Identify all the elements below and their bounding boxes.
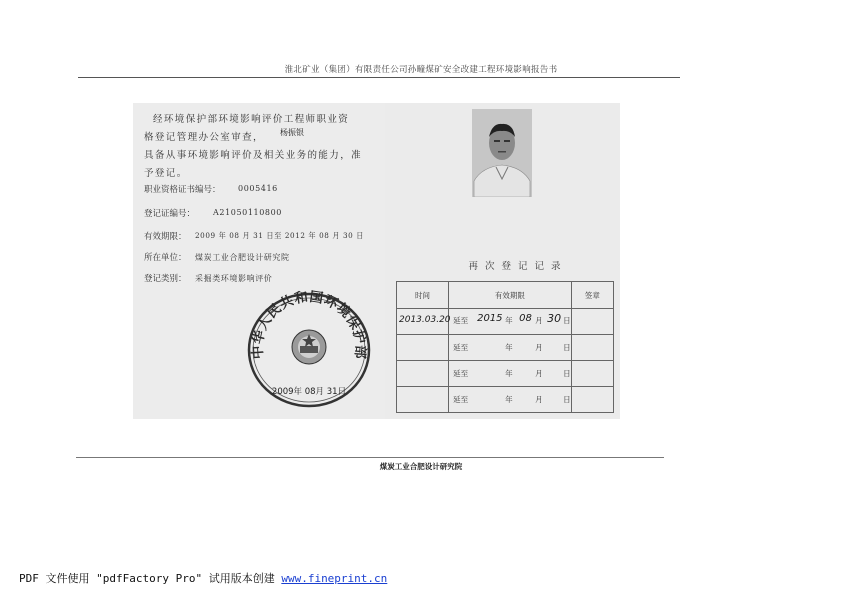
extend-to-label: 延至	[453, 316, 469, 325]
row-time	[397, 387, 449, 413]
person-photo-icon	[472, 109, 532, 197]
registration-number-label: 登记证编号：	[144, 209, 196, 219]
year-label: 年	[505, 316, 513, 325]
table-row	[397, 361, 614, 387]
pdf-notice-text: PDF 文件使用 "pdfFactory Pro" 试用版本创建	[19, 572, 282, 585]
row-validity	[449, 361, 572, 387]
column-header-signature: 签章	[571, 282, 613, 309]
column-header-time: 时间	[397, 282, 449, 309]
report-title: 淮北矿业（集团）有限责任公司孙疃煤矿安全改建工程环境影响报告书	[284, 65, 558, 75]
row-time	[397, 361, 449, 387]
row-signature	[571, 335, 613, 361]
cert-intro-line-3: 具备从事环境影响评价及相关业务的能力，准	[144, 150, 363, 161]
official-seal	[246, 290, 372, 408]
row-time	[397, 309, 449, 335]
year-label: 年	[505, 395, 513, 404]
cert-intro-line-1: 经环境保护部环境影响评价工程师职业资	[153, 114, 350, 125]
row-time	[397, 335, 449, 361]
re-registration-table	[396, 281, 614, 413]
month-label: 月	[535, 369, 543, 378]
registration-number-value: A21050110800	[213, 208, 282, 217]
seal-date: 2009年 08月 31日	[271, 387, 347, 397]
certificate-left-page	[133, 103, 385, 419]
table-header-row	[397, 282, 614, 309]
header-rule	[78, 77, 680, 78]
day-label: 日	[563, 395, 571, 404]
handwritten-year: 2015	[477, 313, 503, 324]
scanned-certificate	[133, 103, 620, 419]
row-signature	[571, 387, 613, 413]
table-row	[397, 387, 614, 413]
cert-number-value: 0005416	[238, 184, 278, 193]
row-validity	[449, 387, 572, 413]
validity-label: 有效期限：	[144, 232, 187, 242]
employer-value: 煤炭工业合肥设计研究院	[195, 253, 290, 262]
cert-intro-line-4: 予登记。	[144, 168, 188, 179]
holder-name: 杨振银	[280, 128, 304, 137]
day-label: 日	[563, 343, 571, 352]
extend-to-label: 延至	[453, 395, 469, 404]
cert-intro-line-2: 格登记管理办公室审查，	[144, 132, 264, 143]
seal-ring-text: 中华人民共和国环境保护部	[249, 290, 369, 360]
extend-to-label: 延至	[453, 369, 469, 378]
fineprint-link[interactable]: www.fineprint.cn	[281, 572, 388, 585]
holder-photo	[472, 109, 532, 197]
column-header-validity: 有效期限	[449, 282, 572, 309]
month-label: 月	[535, 343, 543, 352]
extend-to-label: 延至	[453, 343, 469, 352]
row-signature	[571, 309, 613, 335]
employer-label: 所在单位：	[144, 253, 187, 263]
footer-organization: 煤炭工业合肥设计研究院	[379, 462, 463, 471]
row-validity	[449, 309, 572, 335]
pdf-creator-notice	[19, 570, 387, 586]
row-signature	[571, 361, 613, 387]
re-registration-title: 再次登记记录	[468, 261, 568, 272]
national-emblem-icon	[292, 330, 326, 364]
month-label: 月	[535, 395, 543, 404]
cert-number-label: 职业资格证书编号：	[144, 185, 221, 195]
handwritten-date: 2013.03.20	[399, 315, 451, 325]
table-row	[397, 309, 614, 335]
row-validity	[449, 335, 572, 361]
month-label: 月	[535, 316, 543, 325]
handwritten-month: 08	[519, 313, 532, 324]
category-label: 登记类别：	[144, 274, 187, 284]
category-value: 采掘类环境影响评价	[195, 274, 273, 283]
validity-value: 2009 年 08 月 31 日至 2012 年 08 月 30 日	[195, 231, 365, 240]
footer-rule	[76, 457, 664, 458]
year-label: 年	[505, 343, 513, 352]
handwritten-day: 30	[547, 312, 562, 325]
year-label: 年	[505, 369, 513, 378]
day-label: 日	[563, 316, 571, 325]
table-row	[397, 335, 614, 361]
day-label: 日	[563, 369, 571, 378]
